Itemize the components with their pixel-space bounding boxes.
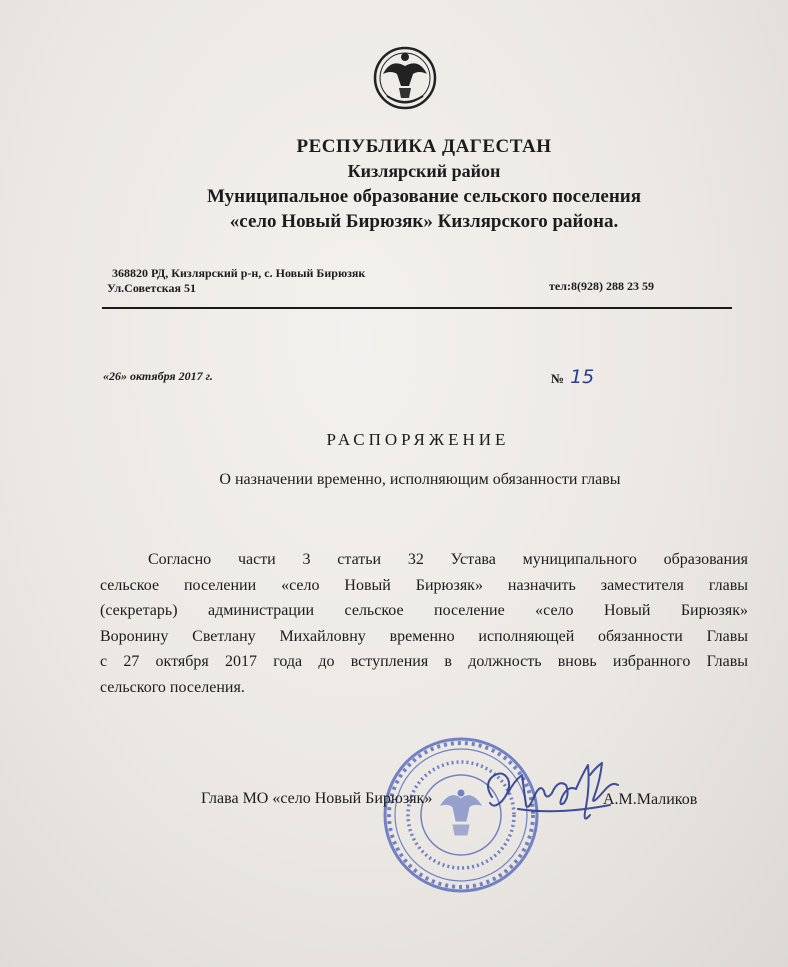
municipality-heading-line1: Муниципальное образование сельского поселения bbox=[206, 186, 642, 207]
address-line1: 368820 РД, Кизлярский р-н, с. Новый Бирюзяк bbox=[112, 266, 366, 280]
phone-number: тел:8(928) 288 23 59 bbox=[549, 279, 654, 293]
republic-heading: РЕСПУБЛИКА ДАГЕСТАН bbox=[296, 136, 552, 157]
body-line: сельского поселения. bbox=[100, 678, 245, 696]
body-line: сельское поселении «село Новый Бирюзяк» назначить заместителя главы bbox=[100, 576, 748, 594]
header-divider bbox=[102, 307, 732, 309]
district-heading: Кизлярский район bbox=[347, 161, 501, 181]
address-line2: Ул.Советская 51 bbox=[107, 281, 196, 295]
document-title: РАСПОРЯЖЕНИЕ bbox=[326, 430, 510, 449]
municipality-heading-line2: «село Новый Бирюзяк» Кизлярского района. bbox=[229, 211, 619, 232]
handwritten-signature bbox=[478, 745, 628, 840]
signatory-name: А.М.Маликов bbox=[603, 791, 698, 808]
document-subject: О назначении временно, исполняющим обязанности главы bbox=[219, 471, 621, 488]
order-body bbox=[100, 547, 748, 700]
coat-of-arms-emblem-icon bbox=[369, 44, 441, 112]
order-number-value: 15 bbox=[570, 366, 595, 388]
order-number-label: № bbox=[551, 371, 565, 386]
body-line: Согласно части 3 статьи 32 Устава муниципального образования bbox=[148, 551, 748, 568]
signatory-position: Глава МО «село Новый Бирюзяк» bbox=[201, 790, 433, 807]
body-line: с 27 октября 2017 года до вступления в должность вновь избранного Главы bbox=[100, 653, 748, 670]
body-line: (секретарь) администрации сельское поселение «село Новый Бирюзяк» bbox=[100, 602, 748, 619]
body-line: Воронину Светлану Михайловну временно исполняющей обязанности Главы bbox=[100, 627, 748, 645]
order-date: «26» октября 2017 г. bbox=[103, 369, 213, 383]
order-number bbox=[551, 366, 594, 388]
